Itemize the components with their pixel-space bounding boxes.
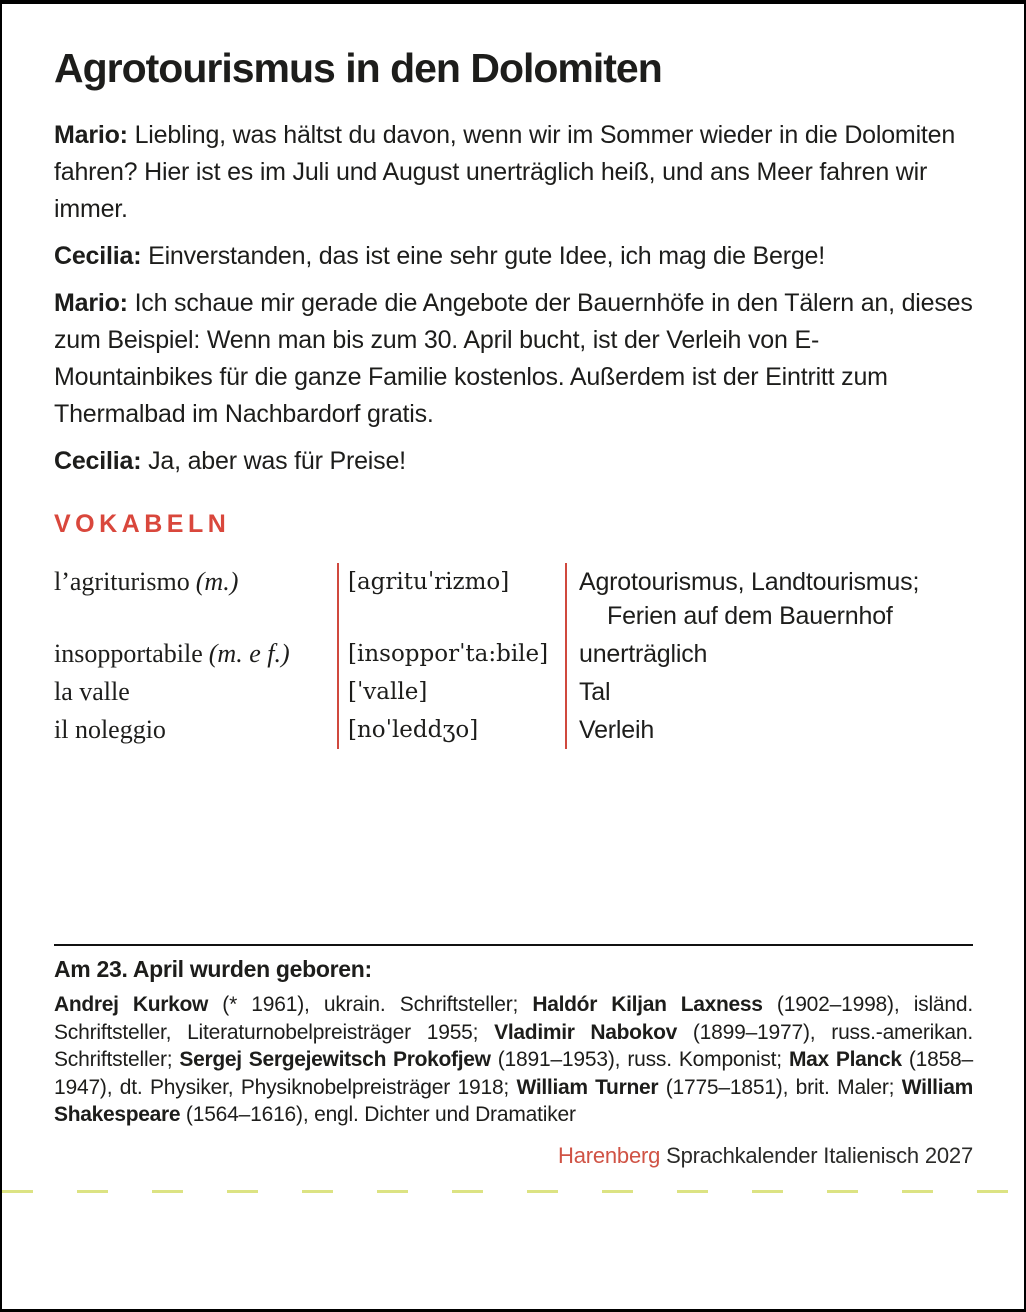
birthdays-heading: Am 23. April wurden geboren: [54, 956, 372, 982]
vocab-term: il noleggio [54, 715, 166, 744]
speaker-name: Mario: [54, 289, 128, 317]
vocab-phonetic-cell: [ˈvalle] [337, 673, 565, 711]
publisher-edition: Sprachkalender Italienisch 2027 [666, 1142, 973, 1168]
vocab-gender: (m. e f.) [208, 639, 290, 668]
publisher-brand: Harenberg [558, 1142, 661, 1168]
birthday-name: Vladimir Nabokov [494, 1020, 677, 1044]
birthday-name: William Turner [516, 1075, 659, 1099]
vocab-term-cell [54, 673, 337, 711]
vocab-translation: unerträglich [579, 640, 708, 668]
vocab-translation-cell [565, 563, 973, 635]
speaker-name: Mario: [54, 121, 128, 149]
speaker-name: Cecilia: [54, 447, 142, 475]
birthdays-paragraph [54, 991, 973, 1129]
birthday-details: (1858–1947), dt. Physiker, Physiknobelpreisträger 1918; [54, 1048, 974, 1099]
sheet-content [2, 45, 1024, 1169]
page-title: Agrotourismus in den Dolomiten [54, 45, 662, 91]
vocab-translation: Agrotourismus, Landtourismus; [579, 568, 920, 596]
vocab-table [54, 563, 973, 749]
vocab-term-cell [54, 635, 337, 673]
birthday-name: Sergej Sergejewitsch Prokofjew [179, 1048, 491, 1071]
vocab-translation-cell [565, 673, 973, 711]
birthday-details: (1902–1998), isländ. Schriftsteller, Literaturnobelpreisträger 1955; [54, 993, 974, 1044]
birthday-details: (1775–1851), brit. Maler; [658, 1075, 902, 1099]
birthday-name: Max Planck [788, 1048, 902, 1071]
dialog-section [54, 117, 973, 480]
vocab-translation-cell [565, 635, 973, 673]
vocab-gender: (m.) [195, 567, 239, 596]
dialog-text: Einverstanden, das ist eine sehr gute Idee, ich mag die Berge! [148, 242, 826, 270]
vocab-term-cell [54, 711, 337, 749]
speaker-name: Cecilia: [54, 242, 142, 270]
vocab-term-cell [54, 563, 337, 635]
divider-rule [54, 944, 973, 946]
birthday-name: Andrej Kurkow [54, 993, 209, 1016]
dialog-text: Ja, aber was für Preise! [148, 447, 406, 475]
birthday-name: William Shakespeare [54, 1075, 973, 1126]
perforation-line [2, 1190, 1024, 1193]
vocab-term: insopportabile [54, 639, 203, 668]
dialog-paragraph [54, 117, 973, 228]
dialog-paragraph [54, 238, 973, 275]
dialog-text: Liebling, was hältst du davon, wenn wir im Sommer wieder in die Dolomiten fahren? Hier ist es im Juli und August unerträglich heiß, und ans Meer fahren wir immer. [54, 121, 956, 223]
vocab-phonetic-cell: [noˈleddʒo] [337, 711, 565, 749]
birthday-details: (1564–1616), engl. Dichter und Dramatiker [180, 1103, 576, 1126]
birthday-details: (* 1961), ukrain. Schriftsteller; [208, 993, 533, 1016]
dialog-paragraph [54, 285, 973, 433]
vocab-translation: Tal [579, 678, 611, 706]
vocab-translation: Verleih [579, 716, 655, 744]
birthday-name: Haldór Kiljan Laxness [532, 993, 763, 1016]
vocab-phonetic-cell: [insopporˈta:bile] [337, 635, 565, 673]
vocab-translation-cell [565, 711, 973, 749]
dialog-text: Ich schaue mir gerade die Angebote der Bauernhöfe in den Tälern an, dieses zum Beispiel: Wenn man bis zum 30. April bucht, ist der Verleih von E-Mountainbikes für die ganze Familie kostenlos. Außerdem ist der Eintritt zum Thermalbad im Nachbardorf gratis. [54, 289, 973, 428]
vocab-translation-cont: Ferien auf dem Bauernhof [607, 602, 893, 630]
birthday-details: (1899–1977), russ.-amerikan. Schriftsteller; [54, 1020, 973, 1071]
vocab-term: l’agriturismo [54, 567, 190, 596]
dialog-paragraph [54, 443, 973, 480]
publisher-line [54, 1143, 973, 1169]
vocab-phonetic-cell: [agrituˈrizmo] [337, 563, 565, 635]
vocab-heading: VOKABELN [54, 510, 231, 538]
vocab-term: la valle [54, 677, 130, 706]
birthday-details: (1891–1953), russ. Komponist; [490, 1048, 789, 1071]
